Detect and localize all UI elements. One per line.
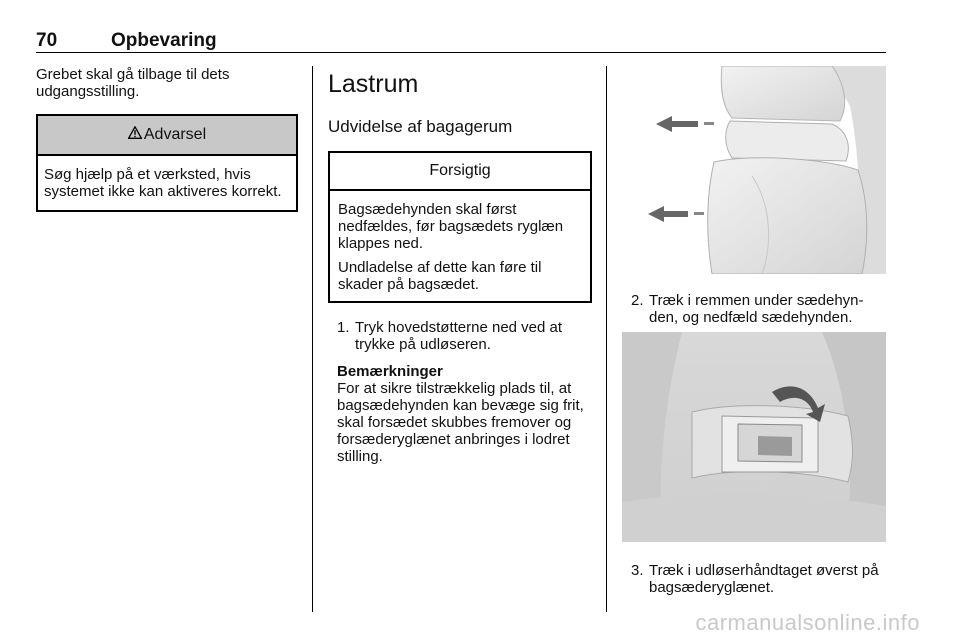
caution-title: Forsigtig <box>330 153 590 191</box>
warning-text: Søg hjælp på et værksted, hvis systemet ikke kan aktiveres korrekt. <box>44 166 282 200</box>
note-title: Bemærkninger <box>337 363 443 380</box>
step-text: Træk i remmen under sædehyn-den, og nedfæld sædehynden. <box>649 292 864 326</box>
step-3 <box>622 562 886 596</box>
caution-body <box>330 191 590 301</box>
step-1 <box>328 319 592 353</box>
page-header <box>36 30 886 52</box>
step-number: 2. <box>631 292 644 309</box>
column-2 <box>328 66 592 465</box>
header-rule <box>36 52 886 53</box>
warning-header <box>38 116 296 156</box>
caution-box <box>328 151 592 303</box>
caution-text-2: Undladelse af dette kan føre til skader på bagsædet. <box>338 259 542 293</box>
note <box>328 363 592 465</box>
step-text: Tryk hovedstøtterne ned ved at trykke på udløseren. <box>355 319 563 353</box>
step-number: 1. <box>337 319 350 336</box>
step-number: 3. <box>631 562 644 579</box>
watermark: carmanualsonline.info <box>695 610 920 635</box>
section-title: Opbevaring <box>111 30 217 51</box>
step-text: Træk i udløserhåndtaget øverst på bagsæderyglænet. <box>649 562 879 596</box>
page-number: 70 <box>36 30 58 51</box>
warning-box <box>36 114 298 212</box>
note-text: For at sikre tilstrækkelig plads til, at bagsædehynden kan bevæge sig frit, skal forsædet skubbes fremover og forsæderyglænet anbringes i lodret stilling. <box>337 380 584 465</box>
step-2 <box>622 292 886 326</box>
intro-text: Grebet skal gå tilbage til dets udgangsstilling. <box>36 66 230 100</box>
seat-cushion-illustration <box>622 332 886 542</box>
column-divider-1 <box>312 66 313 612</box>
section-heading: Lastrum <box>328 70 419 98</box>
subsection-heading: Udvidelse af bagagerum <box>328 117 513 136</box>
headrest-illustration <box>622 66 886 274</box>
warning-triangle-icon <box>128 126 142 144</box>
column-divider-2 <box>606 66 607 612</box>
column-1 <box>36 66 298 212</box>
column-3 <box>622 66 886 596</box>
caution-text-1: Bagsædehynden skal først nedfældes, før bagsædets ryglæn klappes ned. <box>338 201 564 252</box>
warning-title: Advarsel <box>143 126 207 143</box>
